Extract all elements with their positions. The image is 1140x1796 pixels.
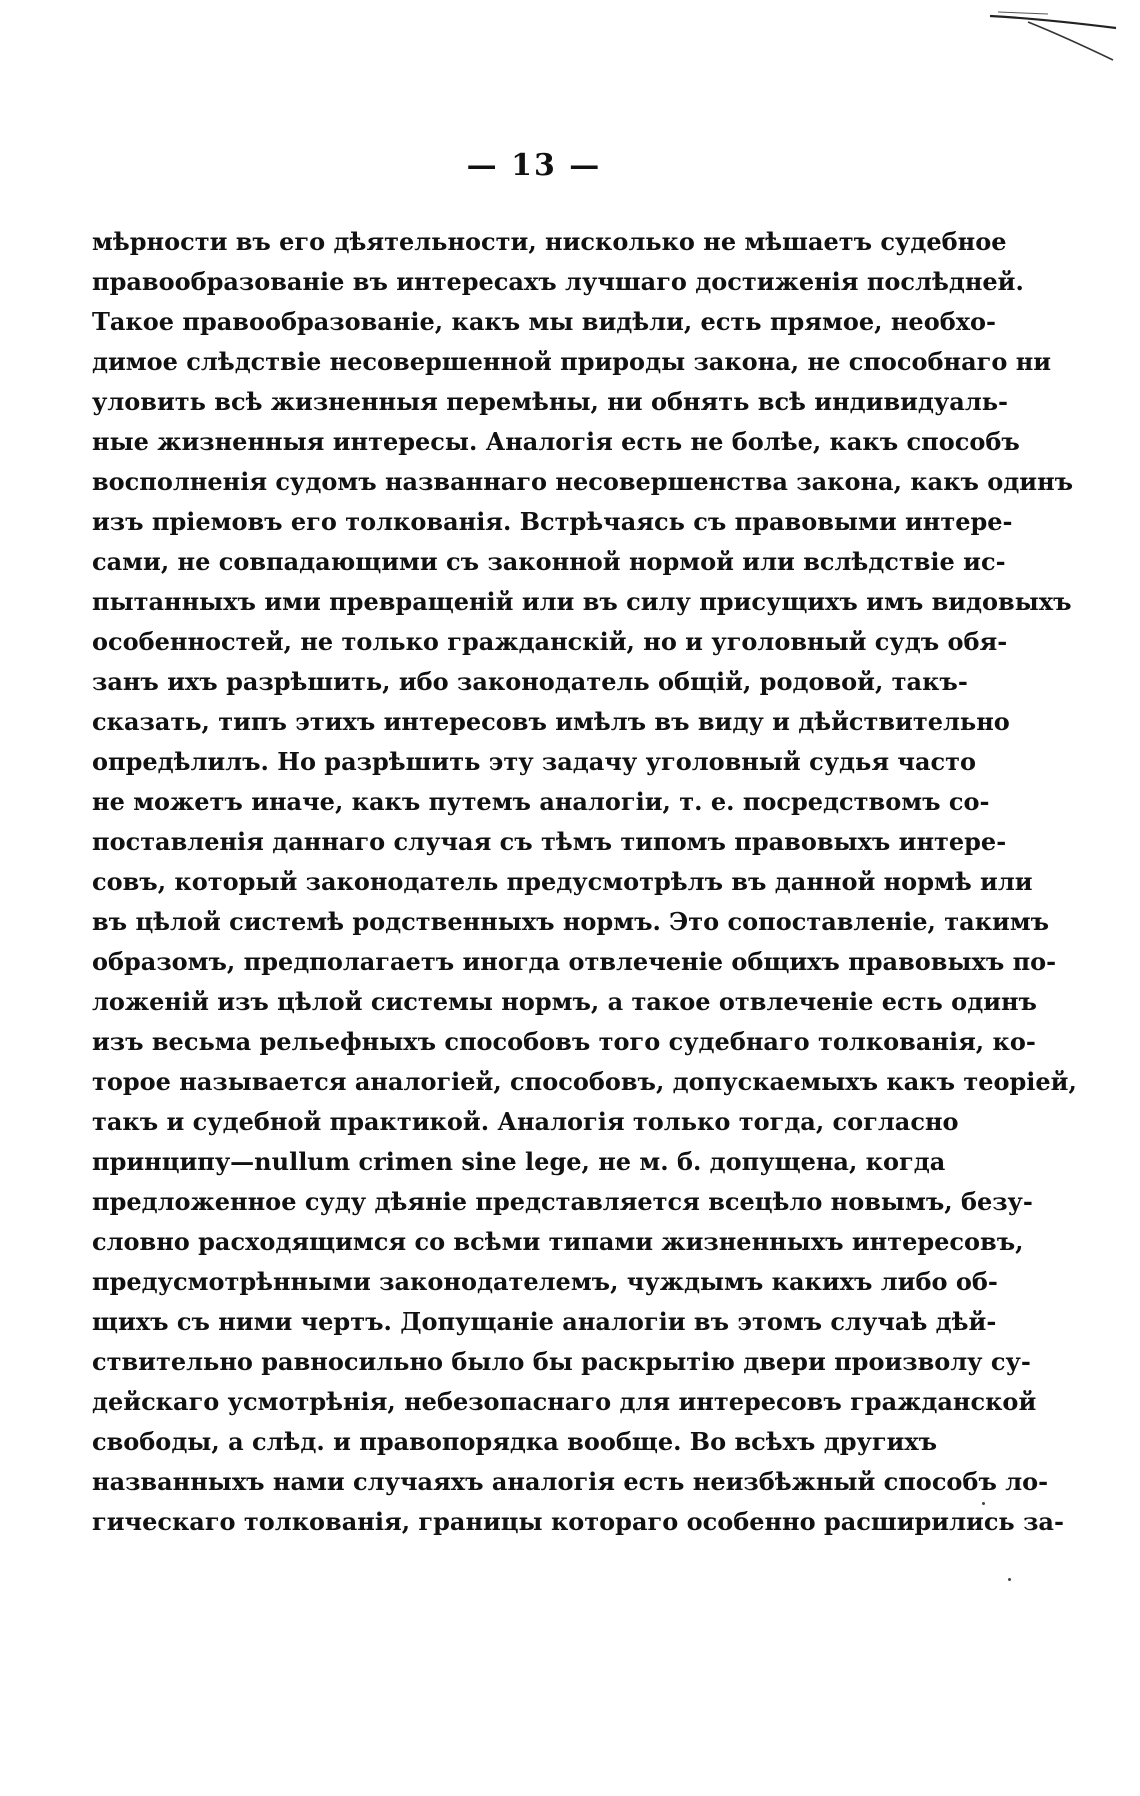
text-line: въ цѣлой системѣ родственныхъ нормъ. Это сопоставленіе, такимъ <box>92 907 1050 936</box>
text-line: мѣрности въ его дѣятельности, нисколько не мѣшаетъ судебное <box>92 227 1007 256</box>
text-line: совъ, который законодатель предусмотрѣлъ въ данной нормѣ или <box>92 867 1033 896</box>
text-line: изъ пріемовъ его толкованія. Встрѣчаясь съ правовыми интере- <box>92 507 1013 536</box>
text-line: не можетъ иначе, какъ путемъ аналогіи, т. е. посредствомъ со- <box>92 787 990 816</box>
text-line: восполненія судомъ названнаго несовершенства закона, какъ одинъ <box>92 467 1074 496</box>
scan-speck <box>1008 1578 1011 1581</box>
text-line: сами, не совпадающими съ законной нормой или вслѣдствіе ис- <box>92 547 1006 576</box>
body-text <box>92 222 1077 1542</box>
text-line: предложенное суду дѣяніе представляется всецѣло новымъ, безу- <box>92 1187 1033 1216</box>
text-line: свободы, а слѣд. и правопорядка вообще. Во всѣхъ другихъ <box>92 1427 938 1456</box>
text-line: ные жизненныя интересы. Аналогія есть не болѣе, какъ способъ <box>92 427 1020 456</box>
text-line: словно расходящимся со всѣми типами жизненныхъ интересовъ, <box>92 1227 1024 1256</box>
text-line: правообразованіе въ интересахъ лучшаго достиженія послѣдней. <box>92 267 1024 296</box>
text-line: щихъ съ ними чертъ. Допущаніе аналогіи въ этомъ случаѣ дѣй- <box>92 1307 997 1336</box>
scan-speck <box>982 1502 985 1505</box>
text-line: гическаго толкованія, границы котораго особенно расширились за- <box>92 1507 1064 1536</box>
text-line: опредѣлилъ. Но разрѣшить эту задачу уголовный судья часто <box>92 747 977 776</box>
text-line: торое называется аналогіей, способовъ, допускаемыхъ какъ теоріей, <box>92 1067 1077 1096</box>
page-number: — 13 — <box>466 148 602 183</box>
scan-artifact-mark <box>988 8 1118 68</box>
text-line: такъ и судебной практикой. Аналогія только тогда, согласно <box>92 1107 959 1136</box>
text-line: поставленія даннаго случая съ тѣмъ типомъ правовыхъ интере- <box>92 827 1007 856</box>
text-line: ложеній изъ цѣлой системы нормъ, а такое отвлеченіе есть одинъ <box>92 987 1037 1016</box>
text-line: изъ весьма рельефныхъ способовъ того судебнаго толкованія, ко- <box>92 1027 1036 1056</box>
text-line: дейскаго усмотрѣнія, небезопаснаго для интересовъ гражданской <box>92 1387 1037 1416</box>
text-line: пытанныхъ ими превращеній или въ силу присущихъ имъ видовыхъ <box>92 587 1072 616</box>
text-line: особенностей, не только гражданскій, но и уголовный судъ обя- <box>92 627 1008 656</box>
text-line: принципу—nullum crimen sine lege, не м. б. допущена, когда <box>92 1147 946 1176</box>
text-line: образомъ, предполагаетъ иногда отвлеченіе общихъ правовыхъ по- <box>92 947 1057 976</box>
text-line: занъ ихъ разрѣшить, ибо законодатель общій, родовой, такъ- <box>92 667 968 696</box>
text-line: ствительно равносильно было бы раскрытію двери произволу су- <box>92 1347 1031 1376</box>
text-line: Такое правообразованіе, какъ мы видѣли, есть прямое, необхо- <box>92 307 996 336</box>
text-line: сказать, типъ этихъ интересовъ имѣлъ въ виду и дѣйствительно <box>92 707 1010 736</box>
text-line: уловить всѣ жизненныя перемѣны, ни обнять всѣ индивидуаль- <box>92 387 1009 416</box>
text-line: предусмотрѣнными законодателемъ, чуждымъ какихъ либо об- <box>92 1267 998 1296</box>
text-line: названныхъ нами случаяхъ аналогія есть неизбѣжный способъ ло- <box>92 1467 1049 1496</box>
text-line: димое слѣдствіе несовершенной природы закона, не способнаго ни <box>92 347 1052 376</box>
